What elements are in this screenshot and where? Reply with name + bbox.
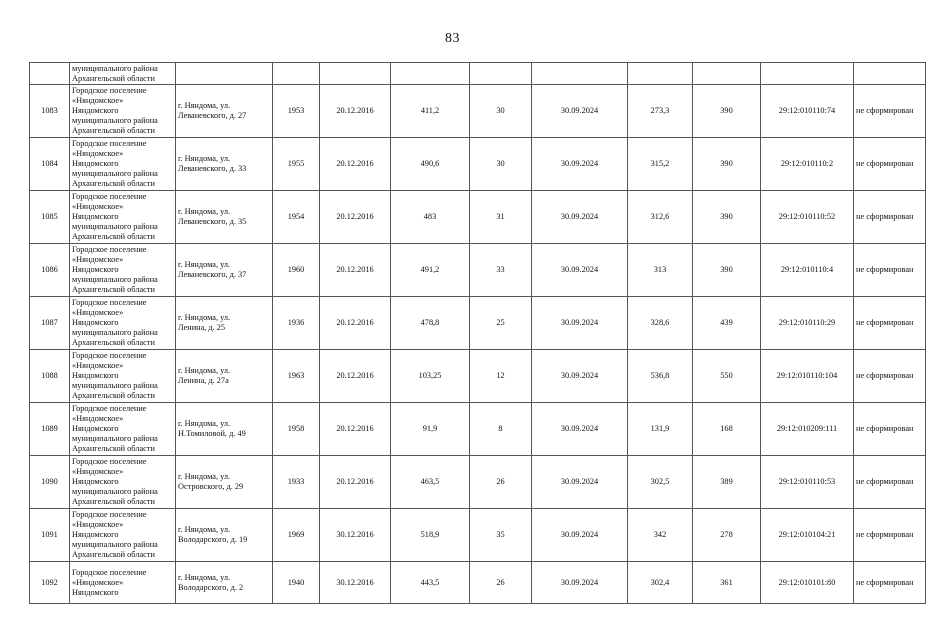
cell-year: 1960: [273, 244, 320, 297]
cell-cadastral: 29:12:010110:52: [761, 191, 854, 244]
owner-name-line: Городское поселение: [72, 245, 147, 254]
owner-name-line: «Няндомское»: [72, 467, 124, 476]
cell-area: 483: [391, 191, 470, 244]
address-line: г. Няндома, ул.: [178, 313, 231, 322]
cell-status: не сформирован: [854, 191, 926, 244]
cell-date: 20.12.2016: [320, 403, 391, 456]
cell-owner-name: [70, 297, 176, 350]
owner-name-line: муниципального района: [72, 169, 158, 178]
owner-name-line: муниципального района: [72, 275, 158, 284]
address-line: г. Няндома, ул.: [178, 154, 231, 163]
table-row: [30, 350, 926, 403]
cell-wear: [470, 63, 532, 85]
owner-name-line: Городское поселение: [72, 404, 147, 413]
owner-name-line: муниципального района: [72, 434, 158, 443]
cell-address: [176, 509, 273, 562]
cell-address: [176, 562, 273, 604]
address-line: Н.Томиловой, д. 49: [178, 429, 246, 438]
cell-date: 20.12.2016: [320, 244, 391, 297]
cell-num: 1092: [30, 562, 70, 604]
owner-name-line: Архангельской области: [72, 73, 155, 83]
cell-wear: 12: [470, 350, 532, 403]
owner-name-line: Городское поселение: [72, 351, 147, 360]
cell-value: 390: [693, 138, 761, 191]
cell-address: [176, 138, 273, 191]
cell-num: 1087: [30, 297, 70, 350]
cell-num: 1090: [30, 456, 70, 509]
cell-area: 103,25: [391, 350, 470, 403]
cell-cadastral: 29:12:010110:2: [761, 138, 854, 191]
cell-cost: 312,6: [628, 191, 693, 244]
address-line: г. Няндома, ул.: [178, 525, 231, 534]
cell-owner-name: [70, 63, 176, 85]
cell-area: 478,8: [391, 297, 470, 350]
cell-wear: 26: [470, 456, 532, 509]
cell-date: 20.12.2016: [320, 85, 391, 138]
cell-num: 1084: [30, 138, 70, 191]
cell-date: 20.12.2016: [320, 350, 391, 403]
owner-name-line: Городское поселение: [72, 139, 147, 148]
cell-address: [176, 191, 273, 244]
cell-owner-name: [70, 85, 176, 138]
owner-name-line: муниципального района: [72, 328, 158, 337]
owner-name-line: Няндомского: [72, 106, 119, 115]
cell-owner-name: [70, 244, 176, 297]
cell-cadastral: 29:12:010110:53: [761, 456, 854, 509]
table-row: [30, 85, 926, 138]
cell-year: [273, 63, 320, 85]
cell-date: 30.12.2016: [320, 509, 391, 562]
owner-name-line: муниципального района: [72, 487, 158, 496]
cell-cadastral: 29:12:010209:111: [761, 403, 854, 456]
cell-cadastral: 29:12:010101:80: [761, 562, 854, 604]
cell-date2: 30.09.2024: [532, 350, 628, 403]
cell-status: не сформирован: [854, 138, 926, 191]
cell-year: 1958: [273, 403, 320, 456]
cell-address: [176, 63, 273, 85]
cell-area: 443,5: [391, 562, 470, 604]
owner-name-line: муниципального района: [72, 63, 158, 73]
cell-value: 390: [693, 191, 761, 244]
cell-wear: 33: [470, 244, 532, 297]
cell-year: 1969: [273, 509, 320, 562]
cell-year: 1940: [273, 562, 320, 604]
cell-num: 1086: [30, 244, 70, 297]
cell-owner-name: [70, 509, 176, 562]
owner-name-line: Няндомского: [72, 530, 119, 539]
cell-cadastral: 29:12:010110:104: [761, 350, 854, 403]
cell-date2: 30.09.2024: [532, 191, 628, 244]
owner-name-line: Няндомского: [72, 318, 119, 327]
cell-num: 1085: [30, 191, 70, 244]
address-line: г. Няндома, ул.: [178, 572, 231, 582]
owner-name-line: Няндомского: [72, 265, 119, 274]
owner-name-line: «Няндомское»: [72, 149, 124, 158]
cell-year: 1933: [273, 456, 320, 509]
owner-name-line: Городское поселение: [72, 567, 147, 577]
address-line: Володарского, д. 19: [178, 535, 248, 544]
cell-date2: [532, 63, 628, 85]
cell-cost: 302,4: [628, 562, 693, 604]
cell-date: 20.12.2016: [320, 297, 391, 350]
cell-date: 20.12.2016: [320, 456, 391, 509]
cell-date2: 30.09.2024: [532, 403, 628, 456]
table-row: [30, 403, 926, 456]
cell-num: 1089: [30, 403, 70, 456]
address-line: Ленина, д. 25: [178, 323, 226, 332]
cell-num: 1083: [30, 85, 70, 138]
cell-cost: 302,5: [628, 456, 693, 509]
cell-value: 278: [693, 509, 761, 562]
owner-name-line: Няндомского: [72, 159, 119, 168]
cell-status: не сформирован: [854, 509, 926, 562]
cell-wear: 8: [470, 403, 532, 456]
owner-name-line: Архангельской области: [72, 126, 155, 135]
cell-area: [391, 63, 470, 85]
cell-value: 390: [693, 85, 761, 138]
cell-wear: 31: [470, 191, 532, 244]
table-body: [30, 63, 926, 604]
owner-name-line: Городское поселение: [72, 457, 147, 466]
owner-name-line: Архангельской области: [72, 285, 155, 294]
table-row: [30, 138, 926, 191]
cell-owner-name: [70, 562, 176, 604]
cell-owner-name: [70, 403, 176, 456]
cell-owner-name: [70, 456, 176, 509]
cell-date2: 30.09.2024: [532, 509, 628, 562]
cell-value: 390: [693, 244, 761, 297]
table-row: [30, 456, 926, 509]
cell-cost: [628, 63, 693, 85]
owner-name-line: «Няндомское»: [72, 414, 124, 423]
cell-cost: 131,9: [628, 403, 693, 456]
owner-name-line: Городское поселение: [72, 298, 147, 307]
cell-owner-name: [70, 350, 176, 403]
cell-address: [176, 403, 273, 456]
cell-cost: 342: [628, 509, 693, 562]
cell-date: 30.12.2016: [320, 562, 391, 604]
cell-area: 491,2: [391, 244, 470, 297]
cell-address: [176, 350, 273, 403]
owner-name-line: Архангельской области: [72, 550, 155, 559]
address-line: Ленина, д. 27а: [178, 376, 229, 385]
cell-status: не сформирован: [854, 85, 926, 138]
owner-name-line: Архангельской области: [72, 232, 155, 241]
address-line: Леваневского, д. 35: [178, 217, 247, 226]
cell-date: 20.12.2016: [320, 191, 391, 244]
cell-status: не сформирован: [854, 244, 926, 297]
cell-value: 361: [693, 562, 761, 604]
page-number: 83: [445, 31, 460, 46]
cell-cost: 315,2: [628, 138, 693, 191]
owner-name-line: муниципального района: [72, 540, 158, 549]
owner-name-line: Няндомского: [72, 424, 119, 433]
cell-cost: 536,8: [628, 350, 693, 403]
cell-date: 20.12.2016: [320, 138, 391, 191]
cell-value: 550: [693, 350, 761, 403]
table-row-continuation: [30, 63, 926, 85]
cell-year: 1953: [273, 85, 320, 138]
cell-year: 1963: [273, 350, 320, 403]
cell-area: 463,5: [391, 456, 470, 509]
owner-name-line: Няндомского: [72, 587, 119, 597]
cell-owner-name: [70, 138, 176, 191]
cell-cost: 273,3: [628, 85, 693, 138]
cell-date2: 30.09.2024: [532, 456, 628, 509]
owner-name-line: «Няндомское»: [72, 202, 124, 211]
cell-cadastral: 29:12:010110:74: [761, 85, 854, 138]
table-row: [30, 191, 926, 244]
cell-status: не сформирован: [854, 350, 926, 403]
owner-name-line: «Няндомское»: [72, 520, 124, 529]
cell-area: 91,9: [391, 403, 470, 456]
cell-date: [320, 63, 391, 85]
owner-name-line: Городское поселение: [72, 86, 147, 95]
owner-name-line: Няндомского: [72, 212, 119, 221]
owner-name-line: Архангельской области: [72, 497, 155, 506]
cell-address: [176, 244, 273, 297]
cell-date2: 30.09.2024: [532, 85, 628, 138]
owner-name-line: «Няндомское»: [72, 96, 124, 105]
address-line: Леваневского, д. 37: [178, 270, 247, 279]
cell-num: 1091: [30, 509, 70, 562]
cell-address: [176, 297, 273, 350]
table-row: [30, 509, 926, 562]
cell-date2: 30.09.2024: [532, 244, 628, 297]
address-line: Володарского, д. 2: [178, 582, 244, 592]
address-line: г. Няндома, ул.: [178, 101, 231, 110]
cell-value: 168: [693, 403, 761, 456]
table-row: [30, 297, 926, 350]
address-line: г. Няндома, ул.: [178, 207, 231, 216]
cell-wear: 30: [470, 85, 532, 138]
address-line: Леваневского, д. 27: [178, 111, 247, 120]
cell-value: [693, 63, 761, 85]
owner-name-line: муниципального района: [72, 381, 158, 390]
owner-name-line: «Няндомское»: [72, 255, 124, 264]
owner-name-line: «Няндомское»: [72, 308, 124, 317]
property-registry-table: [29, 62, 926, 604]
cell-date2: 30.09.2024: [532, 297, 628, 350]
cell-wear: 26: [470, 562, 532, 604]
owner-name-line: Архангельской области: [72, 391, 155, 400]
cell-cost: 328,6: [628, 297, 693, 350]
cell-status: [854, 63, 926, 85]
owner-name-line: муниципального района: [72, 116, 158, 125]
cell-address: [176, 85, 273, 138]
cell-area: 518,9: [391, 509, 470, 562]
owner-name-line: Архангельской области: [72, 338, 155, 347]
cell-year: 1954: [273, 191, 320, 244]
owner-name-line: «Няндомское»: [72, 361, 124, 370]
cell-year: 1936: [273, 297, 320, 350]
cell-value: 389: [693, 456, 761, 509]
cell-cadastral: 29:12:010110:4: [761, 244, 854, 297]
address-line: г. Няндома, ул.: [178, 260, 231, 269]
cell-year: 1955: [273, 138, 320, 191]
cell-cadastral: 29:12:010110:29: [761, 297, 854, 350]
cell-cadastral: [761, 63, 854, 85]
cell-wear: 35: [470, 509, 532, 562]
cell-date2: 30.09.2024: [532, 138, 628, 191]
address-line: г. Няндома, ул.: [178, 419, 231, 428]
owner-name-line: Городское поселение: [72, 510, 147, 519]
cell-address: [176, 456, 273, 509]
owner-name-line: «Няндомское»: [72, 577, 124, 587]
cell-cadastral: 29:12:010104:21: [761, 509, 854, 562]
cell-status: не сформирован: [854, 562, 926, 604]
cell-value: 439: [693, 297, 761, 350]
cell-status: не сформирован: [854, 403, 926, 456]
owner-name-line: Няндомского: [72, 477, 119, 486]
address-line: Островского, д. 29: [178, 482, 244, 491]
cell-wear: 30: [470, 138, 532, 191]
cell-num: 1088: [30, 350, 70, 403]
address-line: г. Няндома, ул.: [178, 366, 231, 375]
owner-name-line: Городское поселение: [72, 192, 147, 201]
cell-wear: 25: [470, 297, 532, 350]
address-line: г. Няндома, ул.: [178, 472, 231, 481]
owner-name-line: Няндомского: [72, 371, 119, 380]
table-row: [30, 562, 926, 604]
owner-name-line: Архангельской области: [72, 179, 155, 188]
cell-date2: 30.09.2024: [532, 562, 628, 604]
cell-owner-name: [70, 191, 176, 244]
cell-area: 490,6: [391, 138, 470, 191]
cell-area: 411,2: [391, 85, 470, 138]
cell-status: не сформирован: [854, 297, 926, 350]
owner-name-line: муниципального района: [72, 222, 158, 231]
address-line: Леваневского, д. 33: [178, 164, 247, 173]
owner-name-line: Архангельской области: [72, 444, 155, 453]
cell-status: не сформирован: [854, 456, 926, 509]
table-row: [30, 244, 926, 297]
cell-cost: 313: [628, 244, 693, 297]
cell-num: [30, 63, 70, 85]
